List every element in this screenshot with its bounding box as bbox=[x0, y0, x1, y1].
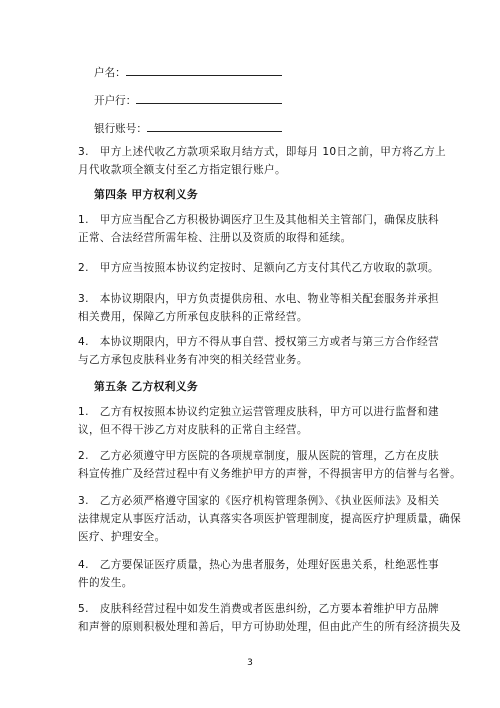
article4-item3-line2: 相关费用，保障乙方所承包皮肤科的正常经营。 bbox=[78, 311, 308, 323]
bank-name-blank bbox=[136, 93, 282, 104]
article4-heading: 第四条 甲方权利义务 bbox=[94, 188, 198, 201]
article5-heading: 第五条 乙方权利义务 bbox=[94, 380, 198, 393]
article4-item4-line2: 与乙方承包皮肤科业务有冲突的相关经营业务。 bbox=[78, 354, 308, 366]
article5-item4-line2: 件的发生。 bbox=[78, 577, 133, 589]
article4-item1-line2: 正常、合法经营所需年检、注册以及资质的取得和延续。 bbox=[78, 232, 352, 244]
article4-item3-line1: 3. 本协议期限内，甲方负责提供房租、水电、物业等相关配套服务并承担 bbox=[78, 293, 440, 305]
bank-name-label: 开户行： bbox=[94, 95, 137, 107]
page-number: 3 bbox=[247, 658, 253, 668]
payment-paragraph-line2: 月代收款项全额支付至乙方指定银行账户。 bbox=[78, 164, 286, 176]
article5-item3-line3: 医疗、护理安全。 bbox=[78, 531, 166, 543]
article5-item2-line1: 2. 乙方必须遵守甲方医院的各项规章制度，服从医院的管理，乙方在皮肤 bbox=[78, 450, 440, 462]
article5-item1-line2: 议，但不得干涉乙方对皮肤科的正常自主经营。 bbox=[78, 424, 308, 436]
account-number-label: 银行账号： bbox=[94, 123, 147, 135]
account-number-blank bbox=[147, 121, 282, 132]
article4-item4-line1: 4. 本协议期限内，甲方不得从事自营、授权第三方或者与第三方合作经营 bbox=[78, 336, 440, 348]
article5-item3-line1: 3. 乙方必须严格遵守国家的《医疗机构管理条例》、《执业医师法》及相关 bbox=[78, 495, 440, 507]
article5-item1-line1: 1. 乙方有权按照本协议约定独立运营管理皮肤科，甲方可以进行监督和建 bbox=[78, 406, 440, 418]
payment-paragraph-line1: 3. 甲方上述代收乙方款项采取月结方式，即每月 10日之前，甲方将乙方上 bbox=[78, 146, 446, 158]
article5-item5-line2: 和声誉的原则积极处理和善后，甲方可协助处理，但由此产生的所有经济损失及 bbox=[78, 621, 462, 633]
account-name-label: 户名： bbox=[94, 67, 126, 79]
article5-item4-line1: 4. 乙方要保证医疗质量，热心为患者服务，处理好医患关系，杜绝恶性事 bbox=[78, 559, 440, 571]
account-name-field bbox=[94, 65, 282, 80]
article5-item2-line2: 科宣传推广及经营过程中有义务维护甲方的声誉，不得损害甲方的信誉与名誉。 bbox=[78, 468, 462, 480]
article5-item3-line2: 法律规定从事医疗活动，认真落实各项医护管理制度，提高医疗护理质量，确保 bbox=[78, 513, 462, 525]
account-name-blank bbox=[126, 65, 282, 76]
bank-name-field bbox=[94, 93, 282, 108]
article4-item1-line1: 1. 甲方应当配合乙方积极协调医疗卫生及其他相关主管部门，确保皮肤科 bbox=[78, 214, 440, 226]
article4-item2-line1: 2. 甲方应当按照本协议约定按时、足额向乙方支付其代乙方收取的款项。 bbox=[78, 262, 440, 274]
account-number-field bbox=[94, 121, 282, 136]
article5-item5-line1: 5. 皮肤科经营过程中如发生消费或者医患纠纷，乙方要本着维护甲方品牌 bbox=[78, 603, 440, 615]
